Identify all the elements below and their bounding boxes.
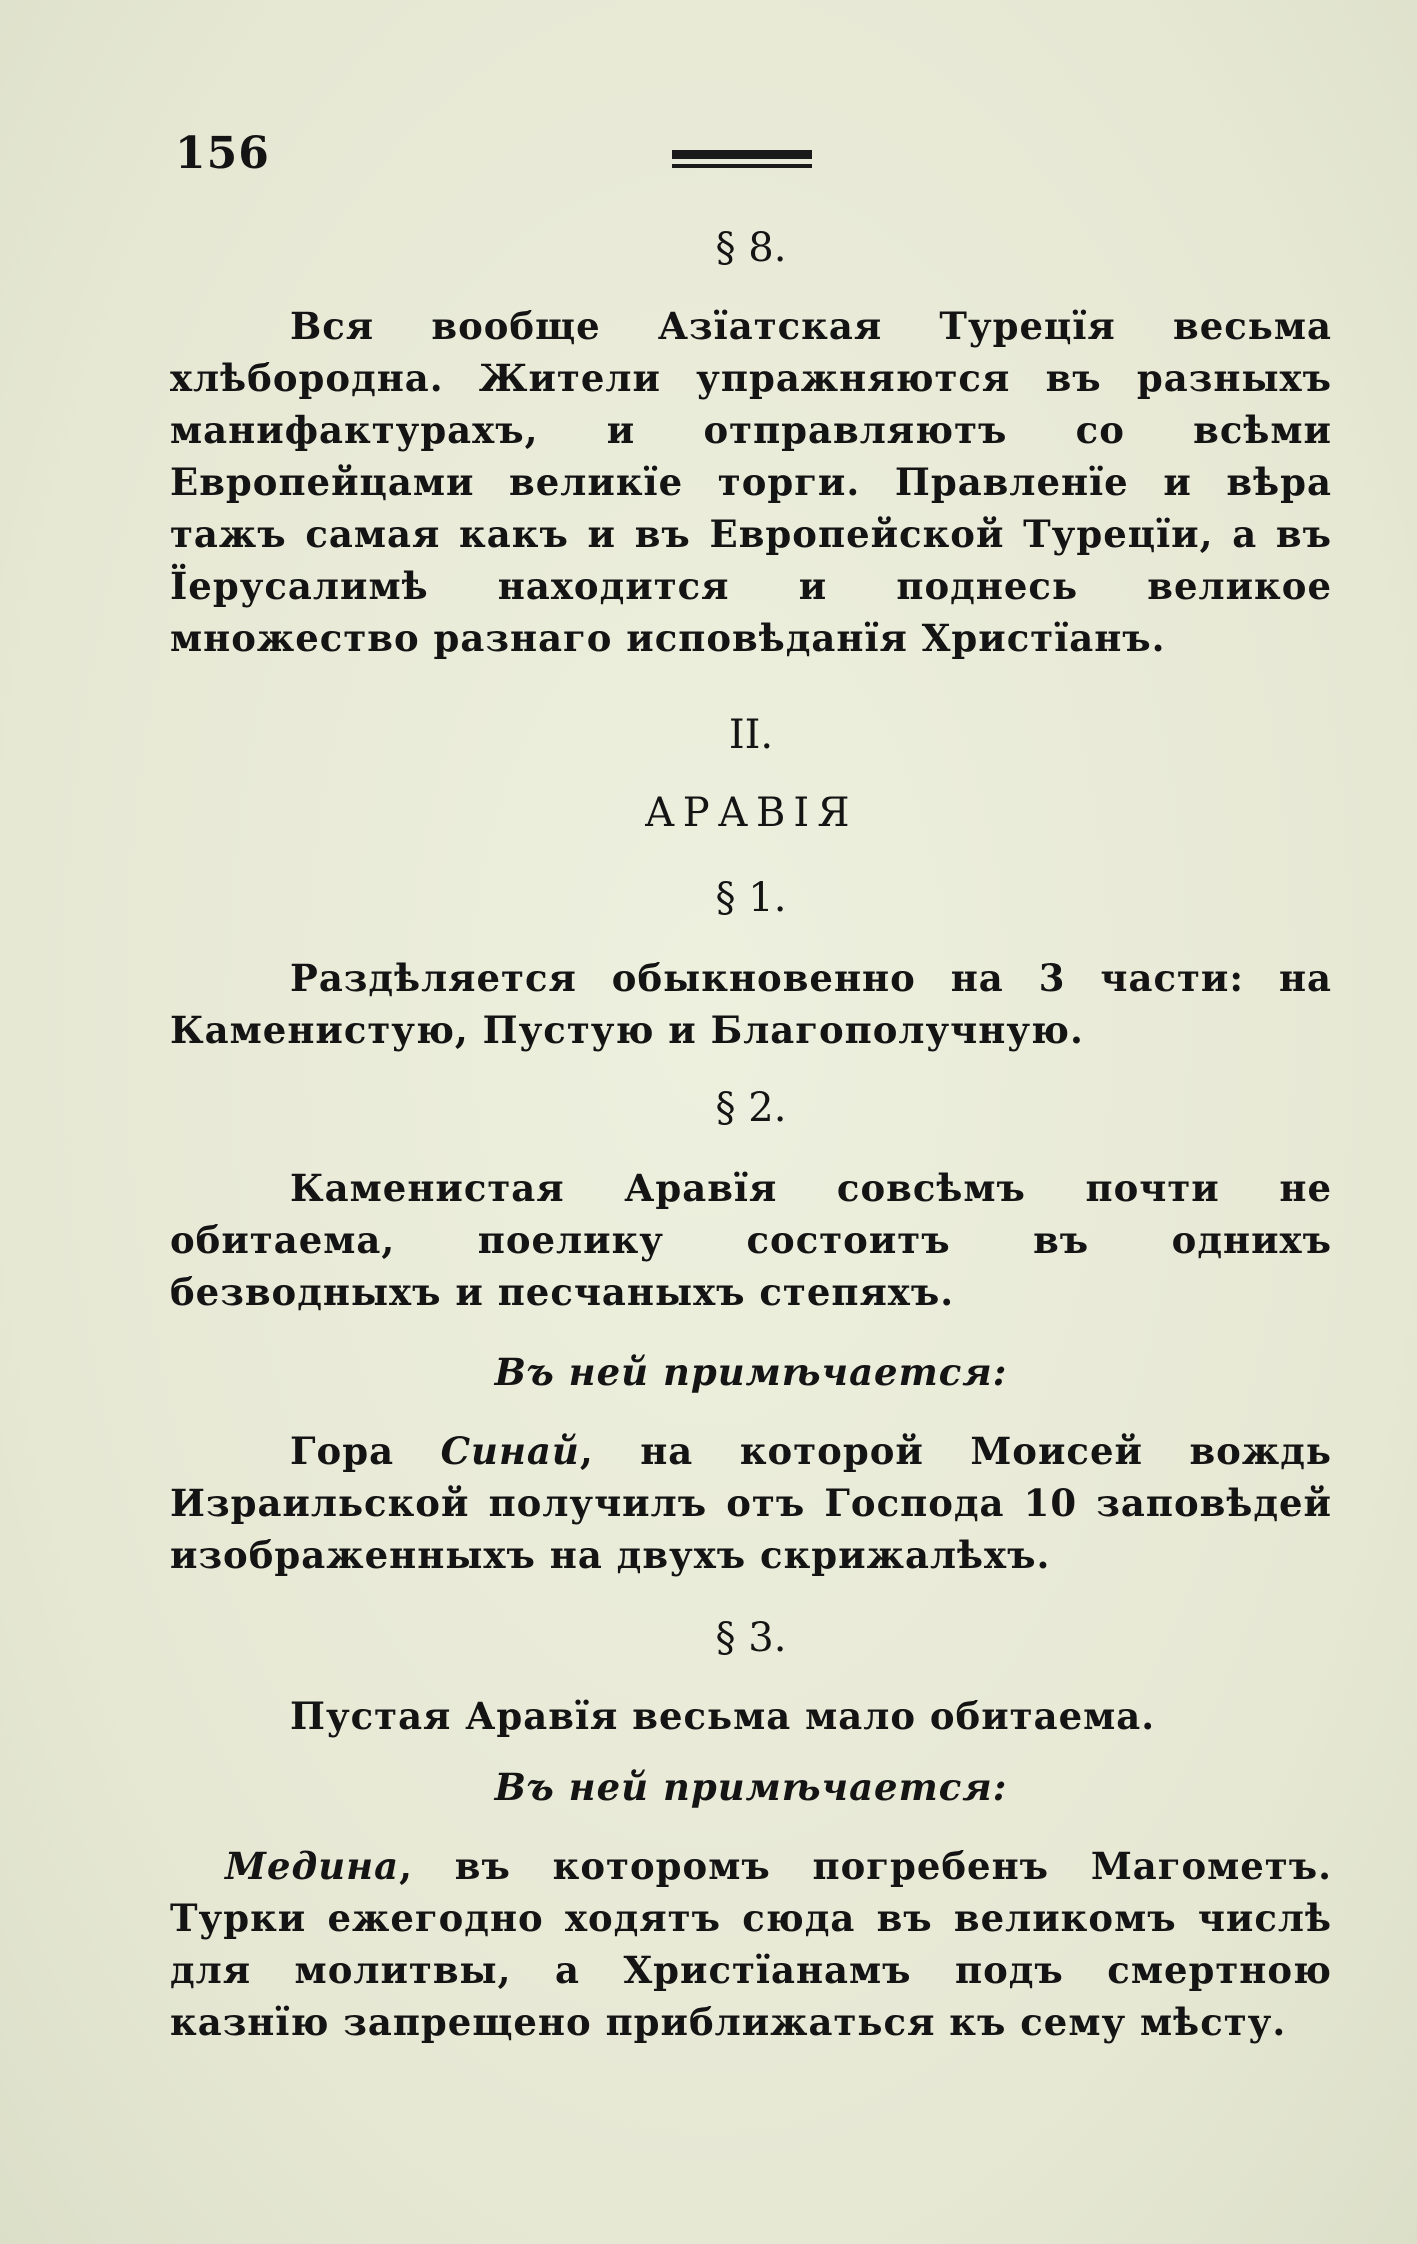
section-2-detail-before: Гора	[290, 1429, 441, 1473]
section-8-heading: § 8.	[715, 225, 787, 271]
city-name: Медина	[225, 1844, 400, 1888]
section-2-note: Въ ней примѣчается:	[494, 1350, 1008, 1394]
section-3-note: Въ ней примѣчается:	[494, 1765, 1008, 1809]
section-8-text: Вся вообще Азїатская Турецїя весьма хлѣбородна. Жители упражняются въ разныхъ манифактурахъ, и отправляютъ со всѣми Европейцами великїе торги. Правленїе и вѣра тажъ самая какъ и въ Европейской Турецїи, а въ Їерусалимѣ находится и поднесь великое множество разнаго исповѣданїя Христїанъ.	[170, 304, 1332, 660]
section-3-detail	[170, 1840, 1332, 2048]
section-2-text: Каменистая Аравїя совсѣмъ почти не обитаема, поелику состоитъ въ однихъ безводныхъ и песчаныхъ степяхъ.	[170, 1166, 1332, 1314]
section-1-heading: § 1.	[715, 875, 787, 921]
mountain-name: Синай	[440, 1429, 580, 1473]
part-title: АРАВІЯ	[644, 790, 858, 836]
section-3-text: Пустая Аравїя весьма мало обитаема.	[290, 1694, 1156, 1738]
section-3-detail-after: , въ которомъ погребенъ Магометъ. Турки ежегодно ходятъ сюда въ великомъ числѣ для молитвы, а Христїанамъ подъ смертною казнїю запрещено приближаться къ сему мѣсту.	[170, 1844, 1332, 2044]
section-2-detail-after: , на которой Моисей вождь Израильской получилъ отъ Господа 10 заповѣдей изображенныхъ на двухъ скрижалѣхъ.	[170, 1429, 1332, 1577]
part-number: II.	[728, 712, 774, 758]
page-number: 156	[175, 128, 270, 179]
header-rule	[672, 150, 812, 172]
section-1-text: Раздѣляется обыкновенно на 3 части: на Каменистую, Пустую и Благополучную.	[170, 956, 1332, 1052]
section-2-heading: § 2.	[715, 1085, 787, 1131]
section-3-heading: § 3.	[715, 1615, 787, 1661]
section-2-detail	[170, 1425, 1332, 1581]
